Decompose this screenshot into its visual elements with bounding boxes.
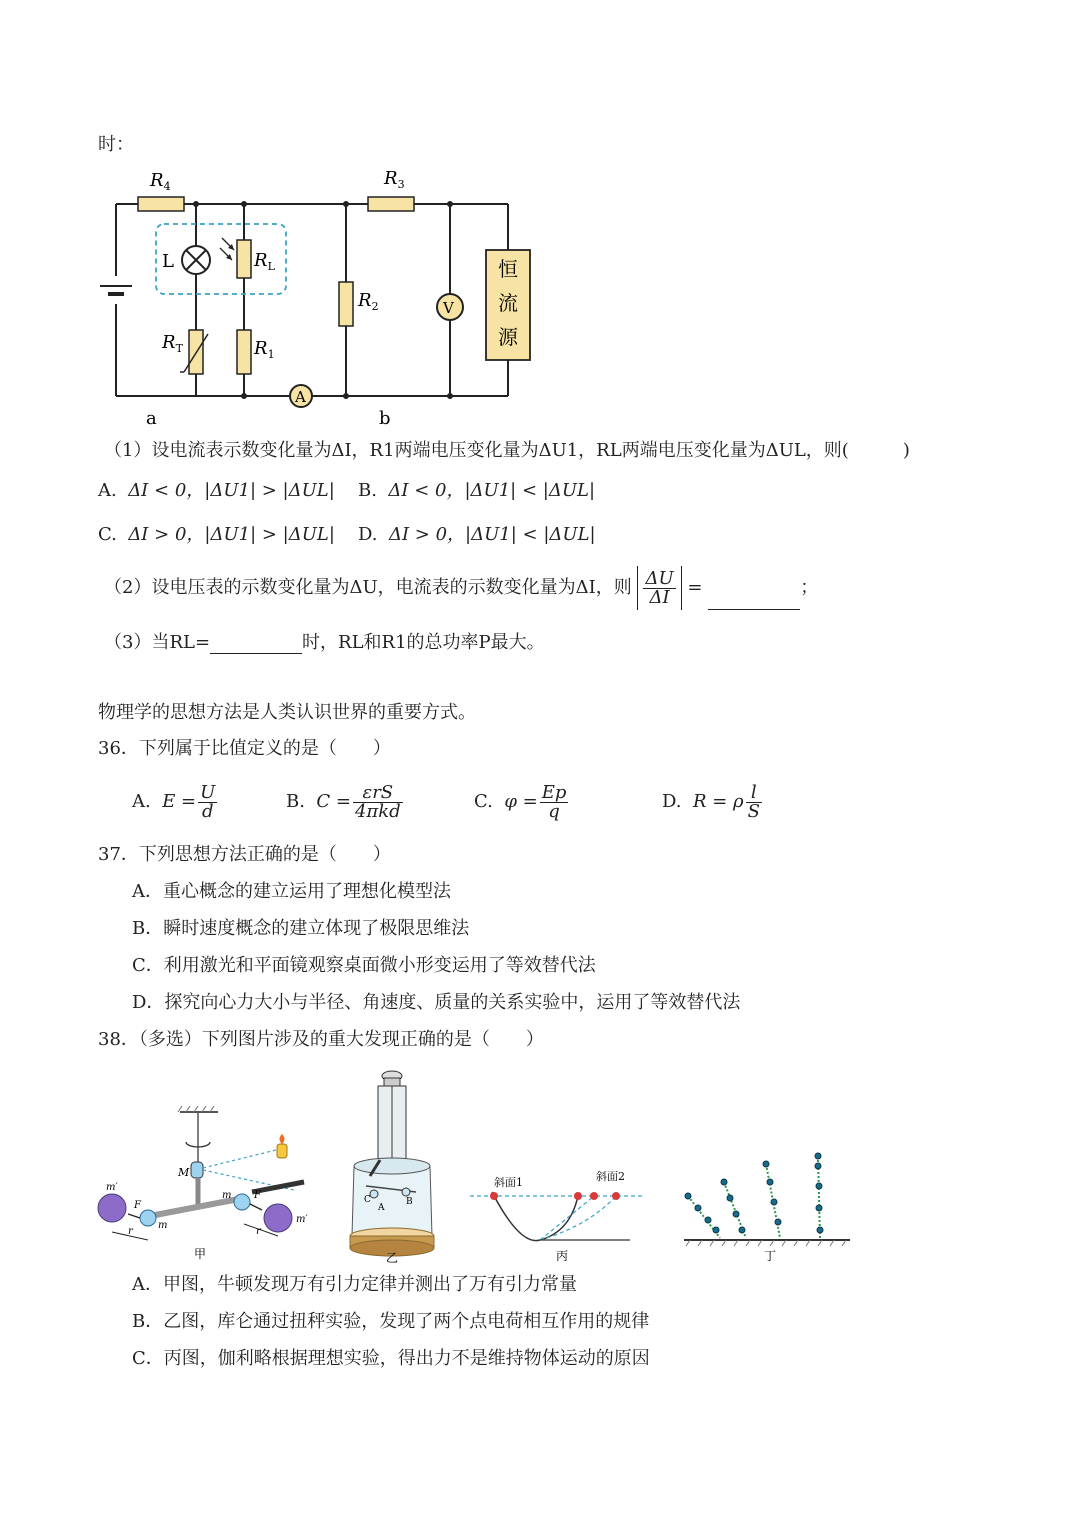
- label-ammeter: A: [295, 388, 306, 406]
- jia-label-m-prime-right: m′: [296, 1214, 308, 1225]
- jia-label-f-right: F: [254, 1190, 261, 1201]
- label-source-3: 源: [498, 325, 518, 349]
- q38-stem: 38．（多选）下列图片涉及的重大发现正确的是（ ）: [98, 1029, 544, 1050]
- figure-label-bing: 丙: [556, 1249, 569, 1263]
- label-r1: $R_1$: [254, 338, 275, 361]
- intro-fragment: 时：: [98, 134, 134, 155]
- q36-option-a: A. E = $\frac{U}{d}$: [132, 781, 216, 822]
- jia-label-m-prime-left: m′: [106, 1182, 118, 1193]
- q38-option-b: B．乙图，库仑通过扭秤实验，发现了两个点电荷相互作用的规律: [132, 1311, 650, 1332]
- jia-label-r-right: r: [256, 1226, 261, 1237]
- jia-label-m-left: m: [158, 1220, 168, 1231]
- bing-label-slope2: 斜面2: [596, 1170, 625, 1183]
- label-l: L: [162, 251, 174, 272]
- figure-ding: [680, 1146, 860, 1266]
- q37-option-d: D．探究向心力大小与半径、角速度、质量的关系实验中，运用了等效替代法: [132, 992, 741, 1013]
- figure-label-ding: 丁: [764, 1249, 777, 1263]
- q1-option-a: A. ΔI < 0，|ΔU1| > |ΔUL|: [98, 480, 335, 501]
- bing-label-slope1: 斜面1: [494, 1176, 523, 1189]
- q2-answer-blank[interactable]: [708, 591, 800, 610]
- q37-option-a: A．重心概念的建立运用了理想化模型法: [132, 881, 451, 902]
- label-r2: $R_2$: [358, 290, 379, 313]
- label-r3: $R_3$: [384, 168, 405, 191]
- q36-stem: 36．下列属于比值定义的是（ ）: [98, 738, 391, 759]
- q3-line: （3）当RL= 时，RL和R1的总功率P最大。: [104, 632, 545, 653]
- q3-answer-blank[interactable]: [210, 635, 302, 654]
- label-source-1: 恒: [498, 257, 518, 281]
- figure-yi: [344, 1066, 444, 1266]
- label-rl: $R_L$: [254, 250, 275, 273]
- label-voltmeter: V: [443, 299, 454, 317]
- q38-option-a: A．甲图，牛顿发现万有引力定律并测出了万有引力常量: [132, 1274, 577, 1295]
- section-intro: 物理学的思想方法是人类认识世界的重要方式。: [98, 702, 476, 723]
- jia-label-m-big: M: [178, 1166, 190, 1179]
- q37-option-c: C．利用激光和平面镜观察桌面微小形变运用了等效替代法: [132, 955, 596, 976]
- q1-option-c: C. ΔI > 0，|ΔU1| > |ΔUL|: [98, 524, 335, 545]
- q1-option-b: B. ΔI < 0，|ΔU1| < |ΔUL|: [358, 480, 596, 501]
- label-source-2: 流: [498, 291, 518, 315]
- figure-jia: [94, 1106, 314, 1266]
- circuit-diagram: [96, 166, 536, 426]
- q1-option-d: D. ΔI > 0，|ΔU1| < |ΔUL|: [358, 524, 596, 545]
- q38-option-c: C．丙图，伽利略根据理想实验，得出力不是维持物体运动的原因: [132, 1348, 650, 1369]
- label-r4: $R_4$: [150, 170, 171, 193]
- q37-option-b: B．瞬时速度概念的建立体现了极限思维法: [132, 918, 470, 939]
- q1-stem: （1）设电流表示数变化量为ΔI，R1两端电压变化量为ΔU1，RL两端电压变化量为ΔUL，则( ): [104, 440, 910, 461]
- yi-label-c: C: [364, 1195, 371, 1205]
- figure-label-jia: 甲: [194, 1247, 207, 1261]
- q36-option-d: D. R = ρ $\frac{l}{S}$: [662, 781, 760, 822]
- jia-label-r-left: r: [128, 1226, 133, 1237]
- figure-label-yi: 乙: [386, 1251, 399, 1265]
- yi-label-a: A: [378, 1203, 385, 1213]
- q2-abs-fraction: $\frac{\Delta U}{\Delta I}$: [637, 566, 681, 610]
- figure-bing: [470, 1166, 650, 1266]
- yi-label-b: B: [406, 1197, 413, 1207]
- q2-line: （2）设电压表的示数变化量为ΔU，电流表的示数变化量为ΔI，则 $\frac{\Delta U}{\Delta I}$ = ；: [104, 566, 818, 610]
- q36-option-c: C. φ = $\frac{Ep}{q}$: [474, 781, 567, 822]
- label-rt: $R_T$: [162, 332, 183, 355]
- q36-option-b: B. C = $\frac{\text{εrS}}{\text{4πkd}}$: [286, 781, 401, 822]
- label-point-b: b: [379, 408, 391, 426]
- q37-stem: 37．下列思想方法正确的是（ ）: [98, 844, 391, 865]
- jia-label-m-right: m: [222, 1190, 232, 1201]
- q2-stem: （2）设电压表的示数变化量为ΔU，电流表的示数变化量为ΔI，则: [104, 577, 632, 598]
- jia-label-f-left: F: [134, 1200, 141, 1211]
- label-point-a: a: [146, 408, 157, 426]
